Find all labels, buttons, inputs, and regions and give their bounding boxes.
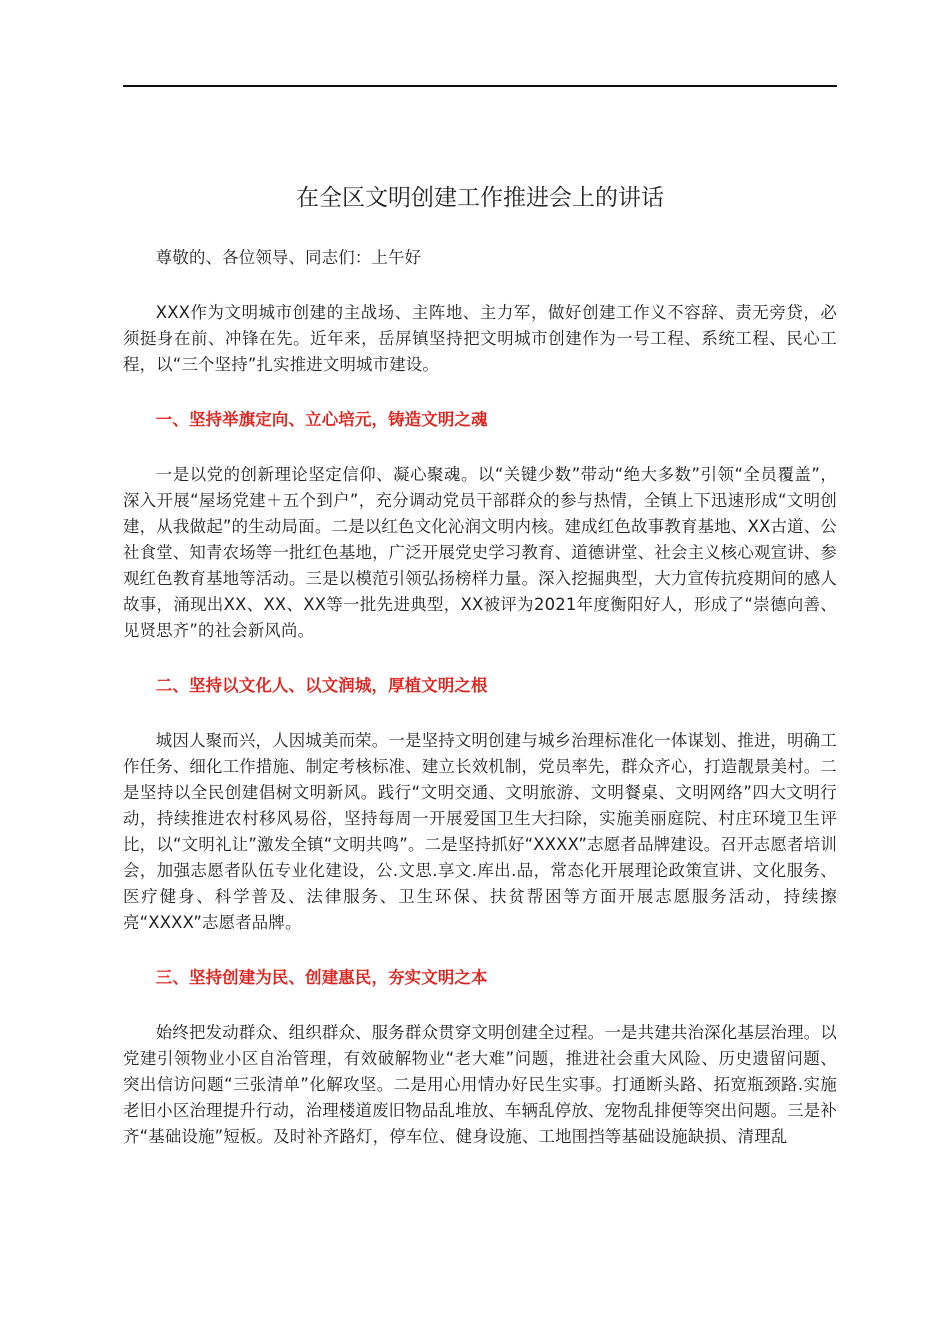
intro-paragraph: XXX作为文明城市创建的主战场、主阵地、主力军，做好创建工作义不容辞、责无旁贷，必须挺身在前、冲锋在先。近年来，岳屏镇坚持把文明城市创建作为一号工程、系统工程、民心工程，以“三个坚持”扎实推进文明城市建设。 [123, 303, 837, 374]
section-heading-2: 二、坚持以文化人、以文润城，厚植文明之根 [155, 676, 488, 695]
document-body [123, 178, 837, 1179]
section-body-2: 城因人聚而兴，人因城美而荣。一是坚持文明创建与城乡治理标准化一体谋划、推进，明确工作任务、细化工作措施、制定考核标准、建立长效机制，党员率先，群众齐心，打造靓景美村。二是坚持以全民创建倡树文明新风。践行“文明交通、文明旅游、文明餐桌、文明网络”四大文明行动，持续推进农村移风易俗，坚持每周一开展爱国卫生大扫除，实施美丽庭院、村庄环境卫生评比，以“文明礼让”激发全镇“文明共鸣”。二是坚持抓好“XXXX”志愿者品牌建设。召开志愿者培训会，加强志愿者队伍专业化建设，公.文思.享文.库出.品，常态化开展理论政策宣讲、文化服务、医疗健身、科学普及、法律服务、卫生环保、扶贫帮困等方面开展志愿服务活动，持续擦亮“XXXX”志愿者品牌。 [123, 731, 837, 932]
header-rule [123, 85, 837, 87]
section-body-3: 始终把发动群众、组织群众、服务群众贯穿文明创建全过程。一是共建共治深化基层治理。以党建引领物业小区自治管理，有效破解物业“老大难”问题，推进社会重大风险、历史遗留问题、突出信访问题“三张清单”化解攻坚。二是用心用情办好民生实事。打通断头路、拓宽瓶颈路.实施老旧小区治理提升行动，治理楼道废旧物品乱堆放、车辆乱停放、宠物乱排便等突出问题。三是补齐“基础设施”短板。及时补齐路灯，停车位、健身设施、工地围挡等基础设施缺损、清理乱 [123, 1023, 837, 1146]
section-heading-1: 一、坚持举旗定向、立心培元，铸造文明之魂 [155, 410, 488, 429]
page-title: 在全区文明创建工作推进会上的讲话 [296, 185, 664, 211]
section-body-1: 一是以党的创新理论坚定信仰、凝心聚魂。以“关键少数”带动“绝大多数”引领“全员覆盖”，深入开展“屋场党建＋五个到户”，充分调动党员干部群众的参与热情，全镇上下迅速形成“文明创建，从我做起”的生动局面。二是以红色文化沁润文明内核。建成红色故事教育基地、XX古道、公社食堂、知青农场等一批红色基地，广泛开展党史学习教育、道德讲堂、社会主义核心观宣讲、参观红色教育基地等活动。三是以模范引领弘扬榜样力量。深入挖掘典型，大力宣传抗疫期间的感人故事，涌现出XX、XX、XX等一批先进典型，XX被评为2021年度衡阳好人，形成了“崇德向善、见贤思齐”的社会新风尚。 [123, 465, 837, 640]
section-heading-3: 三、坚持创建为民、创建惠民，夯实文明之本 [155, 968, 488, 987]
greeting-paragraph: 尊敬的、各位领导、同志们：上午好 [155, 248, 422, 267]
